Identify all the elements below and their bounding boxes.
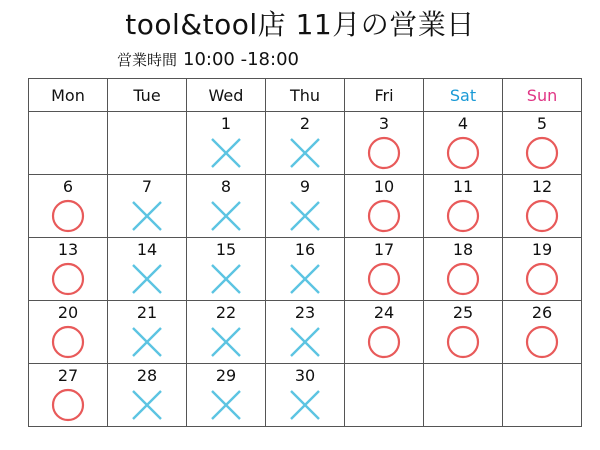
calendar-day-cell: [29, 175, 108, 238]
calendar-day-cell: [266, 301, 345, 364]
day-number: 26: [531, 303, 553, 322]
calendar-day-cell: [266, 364, 345, 427]
calendar-day-cell: [424, 112, 503, 175]
calendar-week-row: [29, 112, 582, 175]
calendar-day-cell: [29, 238, 108, 301]
circle-icon: [51, 388, 85, 422]
cross-icon: [288, 262, 322, 296]
cross-icon: [209, 325, 243, 359]
weekday-header: Wed: [187, 79, 266, 112]
weekday-header: Thu: [266, 79, 345, 112]
cross-icon: [288, 199, 322, 233]
day-number: 9: [299, 177, 311, 196]
calendar-day-cell: [29, 301, 108, 364]
day-number: 10: [373, 177, 395, 196]
calendar-day-cell: [345, 238, 424, 301]
circle-icon: [367, 325, 401, 359]
day-number: 6: [62, 177, 74, 196]
circle-icon: [525, 262, 559, 296]
calendar-week-row: [29, 238, 582, 301]
business-hours-label: 営業時間: [117, 51, 178, 69]
empty-day-cell: [345, 364, 424, 427]
day-number: 23: [294, 303, 316, 322]
circle-icon: [525, 325, 559, 359]
weekday-header: Tue: [108, 79, 187, 112]
day-number: 2: [299, 114, 311, 133]
calendar-day-cell: [108, 175, 187, 238]
calendar-week-row: [29, 364, 582, 427]
calendar-day-cell: [345, 301, 424, 364]
calendar-week-row: [29, 301, 582, 364]
day-number: 30: [294, 366, 316, 385]
calendar-day-cell: [424, 175, 503, 238]
day-number: 12: [531, 177, 553, 196]
cross-icon: [130, 325, 164, 359]
day-number: 22: [215, 303, 237, 322]
calendar-day-cell: [345, 112, 424, 175]
circle-icon: [525, 199, 559, 233]
day-number: 24: [373, 303, 395, 322]
weekday-header-saturday: Sat: [424, 79, 503, 112]
cross-icon: [288, 136, 322, 170]
day-number: 17: [373, 240, 395, 259]
calendar-day-cell: [108, 301, 187, 364]
calendar-day-cell: [187, 301, 266, 364]
day-number: 27: [57, 366, 79, 385]
circle-icon: [51, 262, 85, 296]
day-number: 1: [220, 114, 232, 133]
circle-icon: [446, 325, 480, 359]
empty-day-cell: [424, 364, 503, 427]
cross-icon: [209, 199, 243, 233]
calendar-day-cell: [424, 301, 503, 364]
cross-icon: [130, 388, 164, 422]
calendar-day-cell: [187, 112, 266, 175]
calendar-day-cell: [29, 364, 108, 427]
day-number: 5: [536, 114, 548, 133]
calendar-day-cell: [503, 238, 582, 301]
calendar-day-cell: [266, 238, 345, 301]
cross-icon: [288, 388, 322, 422]
calendar-day-cell: [345, 175, 424, 238]
calendar-day-cell: [424, 238, 503, 301]
circle-icon: [446, 199, 480, 233]
empty-day-cell: [503, 364, 582, 427]
day-number: 19: [531, 240, 553, 259]
weekday-header: Fri: [345, 79, 424, 112]
circle-icon: [525, 136, 559, 170]
day-number: 28: [136, 366, 158, 385]
cross-icon: [209, 136, 243, 170]
calendar-day-cell: [187, 175, 266, 238]
day-number: 21: [136, 303, 158, 322]
weekday-header: Mon: [29, 79, 108, 112]
day-number: 16: [294, 240, 316, 259]
empty-day-cell: [29, 112, 108, 175]
day-number: 15: [215, 240, 237, 259]
day-number: 11: [452, 177, 474, 196]
day-number: 7: [141, 177, 153, 196]
circle-icon: [367, 262, 401, 296]
circle-icon: [51, 325, 85, 359]
circle-icon: [367, 199, 401, 233]
page-title: tool&tool店 11月の営業日: [125, 8, 475, 41]
calendar-day-cell: [187, 238, 266, 301]
circle-icon: [446, 262, 480, 296]
cross-icon: [288, 325, 322, 359]
circle-icon: [51, 199, 85, 233]
circle-icon: [367, 136, 401, 170]
calendar-day-cell: [503, 301, 582, 364]
circle-icon: [446, 136, 480, 170]
day-number: 29: [215, 366, 237, 385]
calendar-grid: [28, 78, 582, 427]
empty-day-cell: [108, 112, 187, 175]
calendar-day-cell: [266, 175, 345, 238]
day-number: 3: [378, 114, 390, 133]
cross-icon: [209, 388, 243, 422]
cross-icon: [130, 199, 164, 233]
calendar-day-cell: [503, 112, 582, 175]
day-number: 20: [57, 303, 79, 322]
weekday-header-row: [29, 79, 582, 112]
calendar-day-cell: [108, 364, 187, 427]
business-hours: [117, 48, 299, 72]
business-hours-value: 10:00 -18:00: [183, 49, 299, 70]
calendar-day-cell: [503, 175, 582, 238]
day-number: 25: [452, 303, 474, 322]
day-number: 14: [136, 240, 158, 259]
cross-icon: [130, 262, 164, 296]
calendar-day-cell: [187, 364, 266, 427]
day-number: 8: [220, 177, 232, 196]
weekday-header-sunday: Sun: [503, 79, 582, 112]
calendar-day-cell: [266, 112, 345, 175]
calendar-day-cell: [108, 238, 187, 301]
cross-icon: [209, 262, 243, 296]
day-number: 18: [452, 240, 474, 259]
day-number: 13: [57, 240, 79, 259]
day-number: 4: [457, 114, 469, 133]
calendar-week-row: [29, 175, 582, 238]
